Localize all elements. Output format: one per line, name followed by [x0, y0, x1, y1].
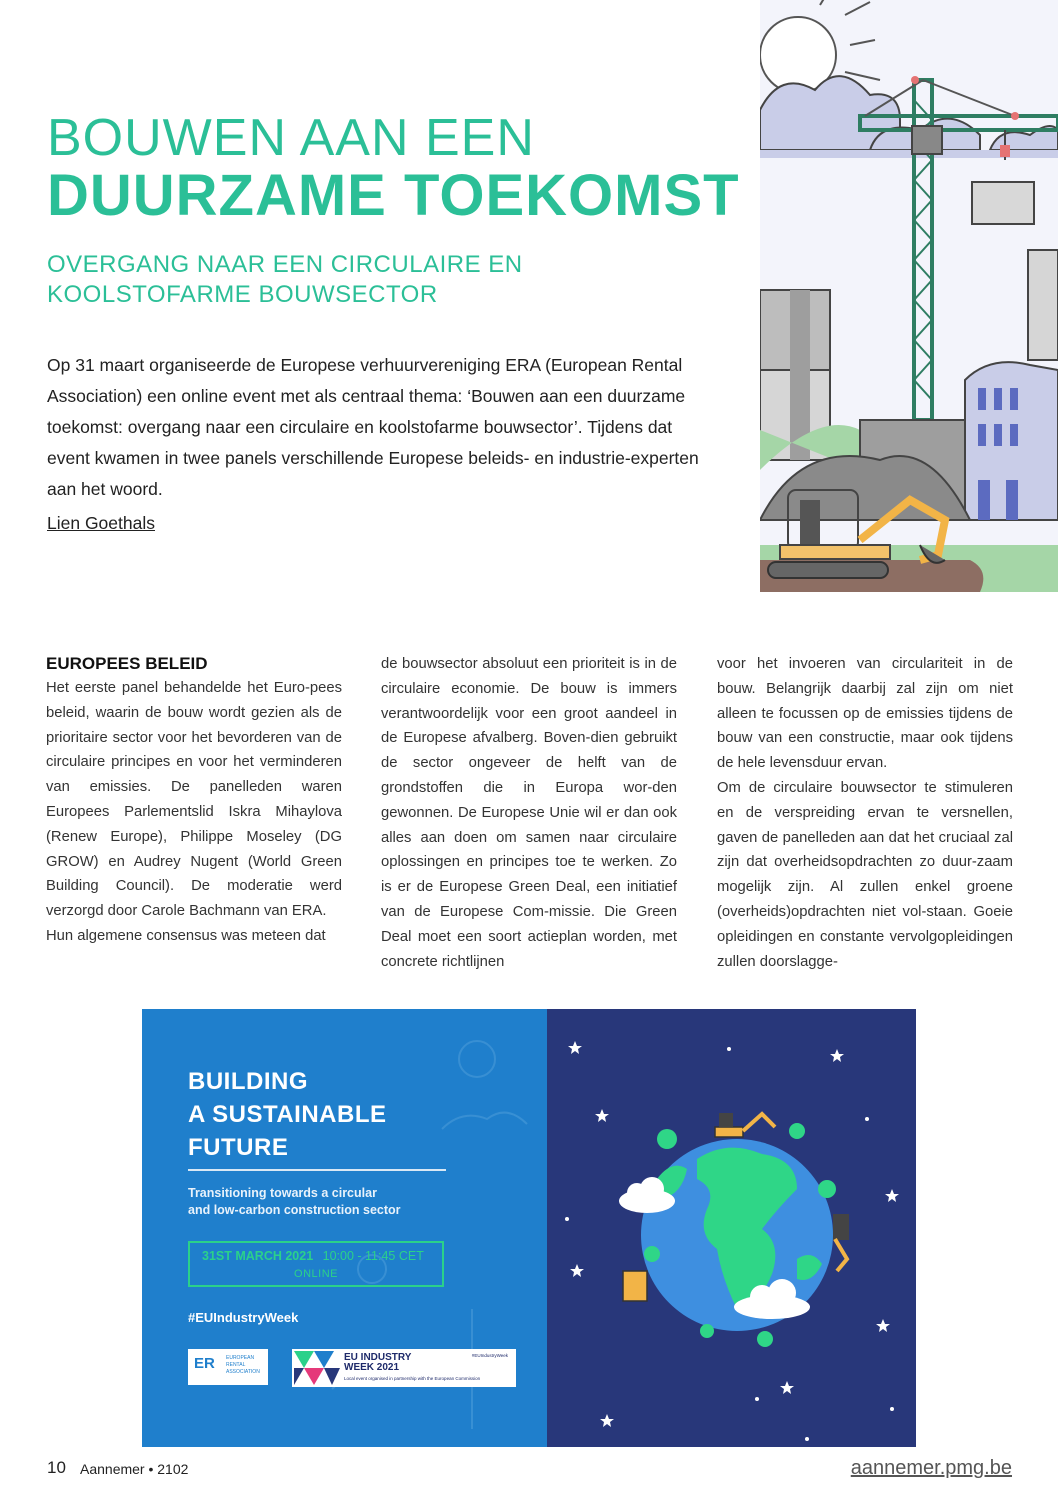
column-1-paragraph-2: Hun algemene consensus was meteen dat: [46, 927, 326, 944]
column-2-paragraph: de bouwsector absoluut een prioriteit is in de circulaire economie. De bouw is immers verantwoordelijk voor een groot aandeel in de Europese afvalberg. Boven-dien gebruikt de sector ongeveer de helft van de grondstoffen die in Europa wor-den gewonnen. De Europese Unie wil er dan ook alles aan doen om samen naar circulaire oplossingen en principes toe te werken. Zo is er de Europese Green Deal, een initiatief van de Europese Com-missie. Die Green Deal moet een soort actieplan worden, met concrete richtlijnen: [381, 656, 677, 970]
article-intro: Op 31 maart organiseerde de Europese verhuurvereniging ERA (European Rental Association) een online event met als centraal thema: ‘Bouwen aan een duurzame toekomst: overgang naar een circulaire en koolstofarme bouwsector’. Tijdens dat event kwamen in twee panels verschillende Europese beleids- en industrie-experten aan het woord.: [47, 355, 699, 499]
banner-hashtag: #EUIndustryWeek: [188, 1310, 299, 1325]
article-title-line1: BOUWEN AAN EEN: [47, 109, 535, 167]
eu-industry-week-title: [344, 1353, 411, 1373]
author-link[interactable]: Lien Goethals: [47, 513, 155, 533]
column-3-paragraph-1: voor het invoeren van circulariteit in de bouw. Belangrijk daarbij zal zijn om niet alleen te focussen op de emissies tijdens de bouw van een constructie, maar ook tijdens de hele levensduur ervan.: [717, 656, 1013, 772]
website-link[interactable]: aannemer.pmg.be: [850, 1457, 1012, 1479]
eu-industry-week-note: Local event organised in partnership with the European Commission: [344, 1376, 481, 1381]
construction-illustration: [760, 0, 1058, 592]
era-logo: [188, 1349, 268, 1385]
event-banner-image: [142, 1009, 916, 1447]
article-title-line2: DUURZAME TOEKOMST: [47, 163, 740, 228]
eu-industry-week-line1: EU INDUSTRY: [344, 1352, 412, 1363]
magazine-issue: Aannemer • 2102: [80, 1461, 189, 1477]
era-logo-line3: ASSOCIATION: [226, 1369, 260, 1375]
banner-subtitle-line2: and low-carbon construction sector: [188, 1203, 401, 1217]
article-subtitle: [47, 250, 567, 310]
page-number: 10: [47, 1458, 66, 1477]
banner-date-time: [202, 1249, 424, 1263]
banner-mode: ONLINE: [294, 1268, 338, 1280]
era-logo-text: [226, 1355, 260, 1376]
banner-subtitle: [188, 1185, 488, 1219]
banner-left-panel: [142, 1009, 547, 1447]
column-3: [717, 652, 1013, 974]
banner-date: 31ST MARCH 2021: [202, 1249, 314, 1263]
banner-date-box: [188, 1241, 444, 1287]
column-1: [46, 652, 342, 949]
banner-subtitle-line1: Transitioning towards a circular: [188, 1186, 377, 1200]
era-logo-mark: ER: [194, 1355, 215, 1372]
banner-right-panel: [547, 1009, 916, 1447]
column-2: [381, 652, 677, 974]
column-3-paragraph-2: Om de circulaire bouwsector te stimuleren en de verspreiding ervan te versnellen, gaven de panelleden aan dat het cruciaal zal zijn dat overheidsopdrachten zo duur-zaam mogelijk zijn. Al zullen enkel groene (overheids)opdrachten niet vol-staan. Goeie opleidingen en constante vervolgopleidingen zullen doorslagge-: [717, 779, 1013, 970]
banner-divider: [188, 1169, 446, 1171]
banner-title-line3: FUTURE: [188, 1134, 289, 1161]
column-1-paragraph-1: Het eerste panel behandelde het Euro-pees beleid, waarin de bouw wordt gezien als de prioritaire sector voor het bevorderen van de circulaire principes en voor het verminderen van emissies. De panelleden waren Europees Parlementslid Iskra Mihaylova (Renew Europe), Philippe Moseley (DG GROW) en Audrey Nugent (World Green Building Council). De moderatie werd verzorgd door Carole Bachmann van ERA.: [46, 680, 342, 920]
eu-industry-week-tag: #EUIndustryWeek: [471, 1353, 508, 1358]
era-logo-line2: RENTAL: [226, 1362, 246, 1368]
section-heading: EUROPEES BELEID: [46, 654, 208, 673]
banner-title-line1: BUILDING: [188, 1068, 308, 1095]
banner-title: [188, 1065, 387, 1164]
eu-industry-week-line2: WEEK 2021: [344, 1362, 400, 1373]
banner-time: 10:00 - 11:45 CET: [322, 1249, 424, 1263]
eu-industry-week-emblem: [294, 1351, 340, 1385]
eu-industry-week-logo: [292, 1349, 516, 1387]
era-logo-line1: EUROPEAN: [226, 1355, 255, 1361]
subtitle-line1: OVERGANG NAAR EEN CIRCULAIRE EN: [47, 251, 523, 278]
subtitle-line2: KOOLSTOFARME BOUWSECTOR: [47, 281, 438, 308]
banner-title-line2: A SUSTAINABLE: [188, 1101, 387, 1128]
globe-illustration: [547, 1009, 916, 1447]
